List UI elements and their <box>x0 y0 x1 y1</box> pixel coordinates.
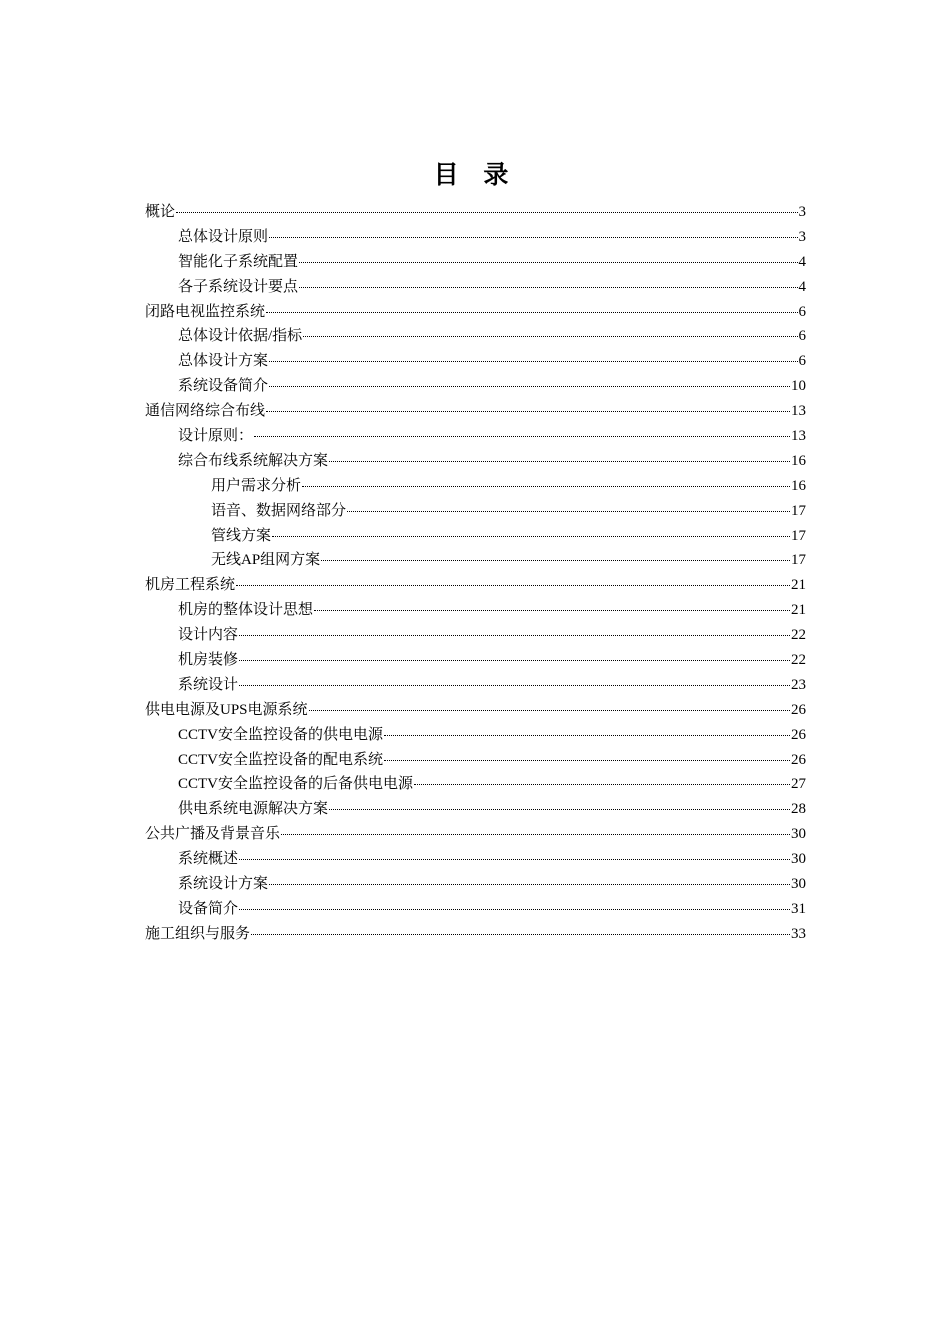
toc-dot-leader <box>384 759 790 761</box>
toc-entry-label: 系统概述 <box>178 851 239 868</box>
toc-entry-label: 智能化子系统配置 <box>178 253 299 270</box>
toc-entry-page-number: 17 <box>791 502 806 519</box>
toc-entry-page-number: 6 <box>798 328 806 345</box>
toc-entry[interactable] <box>145 300 806 325</box>
toc-dot-leader <box>414 783 790 785</box>
toc-entry-label: 综合布线系统解决方案 <box>178 452 329 469</box>
toc-entry[interactable] <box>145 772 806 797</box>
toc-title: 目 录 <box>433 160 517 189</box>
toc-entry-page-number: 30 <box>791 876 806 893</box>
toc-dot-leader <box>329 460 790 462</box>
toc-entry-label: 供电电源及UPS电源系统 <box>145 701 308 718</box>
toc-entry-label: 机房的整体设计思想 <box>178 602 314 619</box>
toc-entry-page-number: 23 <box>791 676 806 693</box>
toc-entry[interactable] <box>145 922 806 947</box>
toc-entry-label: 公共广播及背景音乐 <box>145 826 281 843</box>
toc-entry[interactable] <box>145 324 806 349</box>
toc-entry-label: 系统设计方案 <box>178 876 269 893</box>
toc-entry-label: CCTV安全监控设备的供电电源 <box>178 726 384 743</box>
toc-entry-page-number: 10 <box>791 378 806 395</box>
toc-dot-leader <box>236 584 790 586</box>
toc-entry-page-number: 26 <box>791 701 806 718</box>
toc-entry-page-number: 6 <box>798 353 806 370</box>
toc-entry-page-number: 6 <box>798 303 806 320</box>
toc-entry-label: 系统设备简介 <box>178 378 269 395</box>
toc-entry[interactable] <box>145 449 806 474</box>
toc-entry[interactable] <box>145 897 806 922</box>
toc-entry-label: 用户需求分析 <box>211 477 302 494</box>
toc-entry-label: 总体设计方案 <box>178 353 269 370</box>
toc-entry-label: 语音、数据网络部分 <box>211 502 347 519</box>
toc-dot-leader <box>239 908 790 910</box>
toc-entry[interactable] <box>145 723 806 748</box>
toc-dot-leader <box>384 734 790 736</box>
toc-entry-label: 供电系统电源解决方案 <box>178 801 329 818</box>
toc-entry-label: 概论 <box>145 204 176 220</box>
toc-entry-page-number: 22 <box>791 652 806 669</box>
toc-entry[interactable] <box>145 399 806 424</box>
toc-dot-leader <box>303 335 797 337</box>
toc-entry-page-number: 3 <box>798 204 806 220</box>
toc-entry-label: 设备简介 <box>178 900 239 917</box>
toc-entry-label: 通信网络综合布线 <box>145 403 266 420</box>
toc-dot-leader <box>269 883 790 885</box>
toc-entry-label: 机房装修 <box>178 652 239 669</box>
toc-dot-leader <box>239 684 790 686</box>
toc-entry-label: CCTV安全监控设备的后备供电电源 <box>178 776 414 793</box>
toc-entry[interactable] <box>145 598 806 623</box>
toc-dot-leader <box>321 559 790 561</box>
toc-entry[interactable] <box>145 374 806 399</box>
toc-dot-leader <box>314 609 790 611</box>
toc-entry-page-number: 3 <box>798 228 806 245</box>
toc-dot-leader <box>269 236 797 238</box>
toc-entry[interactable] <box>145 698 806 723</box>
toc-dot-leader <box>299 261 797 263</box>
toc-entry[interactable] <box>145 872 806 897</box>
toc-entry[interactable] <box>145 524 806 549</box>
toc-entry-page-number: 13 <box>791 403 806 420</box>
toc-dot-leader <box>176 211 797 213</box>
toc-entry-page-number: 31 <box>791 900 806 917</box>
toc-entry[interactable] <box>145 748 806 773</box>
toc-entry-label: 设计原则： <box>178 428 254 445</box>
toc-entry-label: 管线方案 <box>211 527 272 544</box>
toc-entry-page-number: 16 <box>791 452 806 469</box>
toc-entry-label: 系统设计 <box>178 676 239 693</box>
toc-entry[interactable] <box>145 548 806 573</box>
toc-entry-page-number: 4 <box>798 278 806 295</box>
toc-dot-leader <box>281 833 790 835</box>
toc-entry-page-number: 21 <box>791 577 806 594</box>
toc-entry-page-number: 33 <box>791 925 806 942</box>
toc-entry-page-number: 26 <box>791 751 806 768</box>
toc-entry-page-number: 27 <box>791 776 806 793</box>
toc-entry-label: 各子系统设计要点 <box>178 278 299 295</box>
toc-entry-label: 总体设计依据/指标 <box>178 328 303 345</box>
toc-dot-leader <box>266 410 790 412</box>
toc-dot-leader <box>266 311 797 313</box>
toc-entry-label: 机房工程系统 <box>145 577 236 594</box>
toc-entry-page-number: 30 <box>791 851 806 868</box>
toc-dot-leader <box>309 709 790 711</box>
toc-entry-page-number: 28 <box>791 801 806 818</box>
toc-entry-label: CCTV安全监控设备的配电系统 <box>178 751 384 768</box>
toc-dot-leader <box>269 360 797 362</box>
toc-entry[interactable] <box>145 822 806 847</box>
toc-entry[interactable] <box>145 648 806 673</box>
toc-dot-leader <box>269 385 790 387</box>
toc-entry-label: 闭路电视监控系统 <box>145 303 266 320</box>
toc-dot-leader <box>239 858 790 860</box>
toc-list <box>145 200 806 947</box>
toc-entry[interactable] <box>145 673 806 698</box>
toc-entry-page-number: 17 <box>791 527 806 544</box>
toc-entry-page-number: 17 <box>791 552 806 569</box>
toc-dot-leader <box>254 435 790 437</box>
toc-entry-label: 无线AP组网方案 <box>211 552 321 569</box>
toc-dot-leader <box>329 808 790 810</box>
toc-dot-leader <box>239 634 790 636</box>
toc-entry[interactable] <box>145 200 806 225</box>
toc-entry[interactable] <box>145 474 806 499</box>
toc-entry[interactable] <box>145 424 806 449</box>
toc-entry[interactable] <box>145 250 806 275</box>
toc-dot-leader <box>299 286 797 288</box>
toc-dot-leader <box>302 485 790 487</box>
toc-entry[interactable] <box>145 847 806 872</box>
toc-entry-page-number: 16 <box>791 477 806 494</box>
toc-entry-page-number: 30 <box>791 826 806 843</box>
toc-entry[interactable] <box>145 225 806 250</box>
toc-dot-leader <box>251 933 790 935</box>
toc-entry[interactable] <box>145 499 806 524</box>
toc-entry-page-number: 21 <box>791 602 806 619</box>
toc-entry-label: 总体设计原则 <box>178 228 269 245</box>
toc-entry[interactable] <box>145 349 806 374</box>
toc-entry[interactable] <box>145 573 806 598</box>
toc-entry-page-number: 4 <box>798 253 806 270</box>
toc-dot-leader <box>272 535 790 537</box>
toc-dot-leader <box>239 659 790 661</box>
toc-entry-page-number: 26 <box>791 726 806 743</box>
toc-entry-label: 设计内容 <box>178 627 239 644</box>
toc-entry[interactable] <box>145 275 806 300</box>
toc-entry-page-number: 22 <box>791 627 806 644</box>
toc-entry-label: 施工组织与服务 <box>145 925 251 942</box>
toc-entry[interactable] <box>145 623 806 648</box>
toc-entry-page-number: 13 <box>791 428 806 445</box>
toc-dot-leader <box>347 510 790 512</box>
toc-entry[interactable] <box>145 797 806 822</box>
